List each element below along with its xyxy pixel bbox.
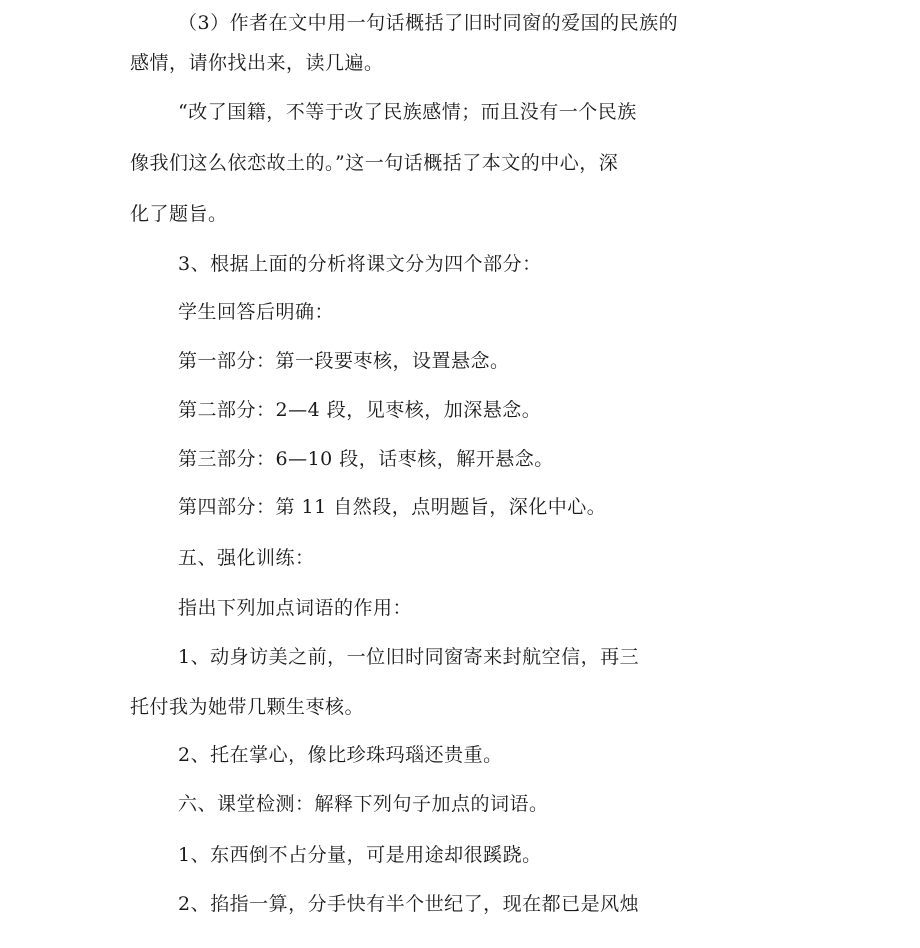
text-line: 2、掐指一算，分手快有半个世纪了，现在都已是风烛 [178,893,640,915]
text-line: 第四部分：第 11 自然段，点明题旨，深化中心。 [178,496,607,518]
text-line: 学生回答后明确： [178,301,335,323]
text-line: 感情，请你找出来，读几遍。 [130,52,384,74]
text-line: 托付我为她带几颗生枣核。 [130,696,365,718]
text-line: 3、根据上面的分析将课文分为四个部分： [178,253,542,275]
text-line: 指出下列加点词语的作用： [178,597,413,619]
text-line: 1、动身访美之前，一位旧时同窗寄来封航空信，再三 [178,646,640,668]
text-line: “改了国籍，不等于改了民族感情；而且没有一个民族 [178,101,637,123]
section-heading: 五、强化训练： [178,547,315,569]
text-line: 化了题旨。 [130,203,228,225]
text-line: 第一部分：第一段要枣核，设置悬念。 [178,350,510,372]
text-line: 第二部分：2—4 段，见枣核，加深悬念。 [178,399,542,421]
text-line: 像我们这么依恋故土的。”这一句话概括了本文的中心，深 [130,152,619,174]
text-line: 第三部分：6—10 段，话枣核，解开悬念。 [178,448,554,470]
section-heading: 六、课堂检测：解释下列句子加点的词语。 [178,793,549,815]
text-line: 2、托在掌心，像比珍珠玛瑙还贵重。 [178,744,503,766]
text-line: 1、东西倒不占分量，可是用途却很蹊跷。 [178,844,542,866]
text-line: （3）作者在文中用一句话概括了旧时同窗的爱国的民族的 [178,12,679,34]
